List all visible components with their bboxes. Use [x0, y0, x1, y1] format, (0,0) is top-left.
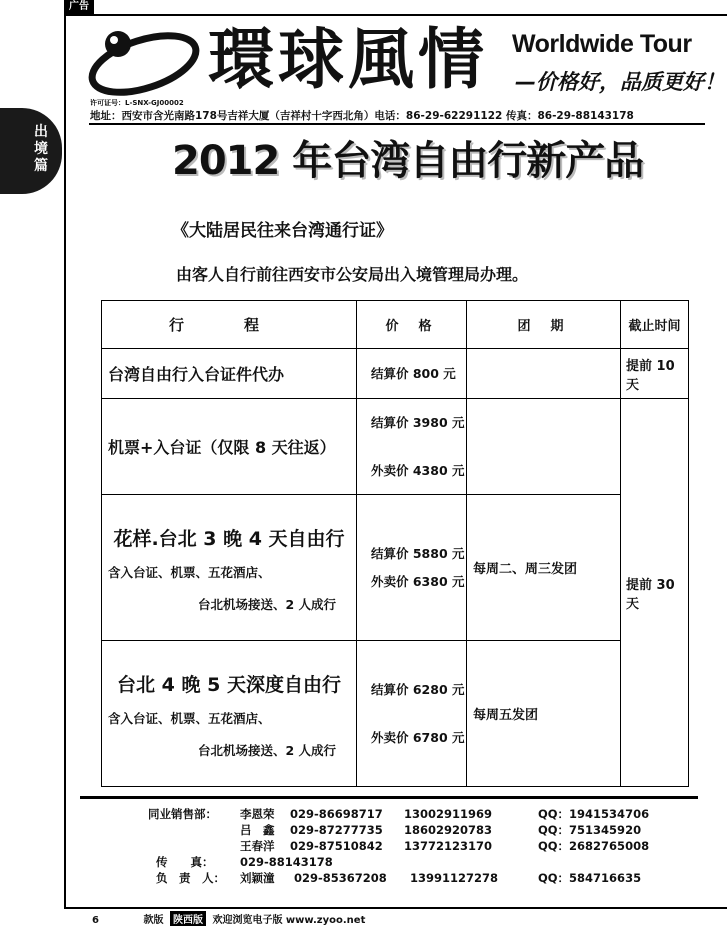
price-cell: [357, 495, 467, 641]
permit-heading: 《大陆居民往来台湾通行证》: [172, 221, 393, 241]
contact-name: 王春洋: [240, 839, 275, 853]
contact-qq: QQ：2682765008: [538, 839, 650, 853]
owner-name: 刘颖潼: [240, 871, 275, 885]
table-row: [102, 349, 689, 399]
route-cell: [102, 495, 357, 641]
section-tab-char: 篇: [34, 158, 48, 174]
contact-tel: 029-87277735: [290, 823, 383, 837]
footer-text: 欢迎浏览电子版 www.zyoo.net: [212, 915, 366, 926]
fax-label: 传 真：: [156, 855, 214, 869]
table-row: [102, 399, 689, 495]
package-title: 花样.台北 3 晚 4 天自由行: [113, 528, 345, 550]
settle-price: 结算价 6280 元: [371, 681, 465, 697]
contact-tel: 029-87510842: [290, 839, 383, 853]
ad-tag: 广告: [64, 0, 94, 14]
sales-label: 同业销售部：: [148, 807, 217, 821]
owner-qq: QQ：584716635: [538, 871, 642, 885]
license-number: 许可证号：L-SNX-GJ00002: [90, 99, 184, 107]
edition-label: 款版: [143, 915, 164, 926]
deadline-cell: 提前 10 天: [621, 349, 689, 399]
fax-number: 029-88143178: [240, 855, 333, 869]
contact-qq: QQ：751345920: [538, 823, 642, 837]
permit-note: 由客人自行前往西安市公安局出入境管理局办理。: [176, 265, 529, 284]
itinerary-table: [101, 300, 689, 787]
section-tab-char: 出: [34, 124, 48, 140]
package-includes: 含入台证、机票、五花酒店、: [108, 565, 271, 580]
contact-mobile: 13772123170: [404, 839, 493, 853]
contact-name: 李恩荣: [240, 807, 275, 821]
price-cell: 结算价 800 元: [357, 349, 467, 399]
retail-price: 外卖价 4380 元: [371, 462, 465, 478]
settle-price: 结算价 5880 元: [371, 545, 465, 561]
table-header-row: [102, 301, 689, 349]
date-cell: [467, 399, 621, 495]
brand-name-en: Worldwide Tour: [512, 30, 692, 58]
settle-price: 结算价 3980 元: [371, 414, 465, 430]
header-divider: [89, 123, 705, 125]
package-includes: 台北机场接送、2 人成行: [198, 743, 337, 758]
retail-price: 外卖价 6780 元: [371, 729, 465, 745]
date-cell: [467, 349, 621, 399]
header-deadline: 截止时间: [621, 301, 689, 349]
date-cell: 每周五发团: [467, 641, 621, 787]
contacts-divider: [80, 796, 698, 799]
package-title: 台北 4 晚 5 天深度自由行: [117, 674, 341, 696]
table-row: [102, 641, 689, 787]
contact-mobile: 13002911969: [404, 807, 493, 821]
date-cell: 每周二、周三发团: [467, 495, 621, 641]
page-title: 2012 年台湾自由行新产品: [172, 138, 644, 184]
owner-tel: 029-85367208: [294, 871, 387, 885]
page-footer: [92, 911, 365, 926]
table-row: [102, 495, 689, 641]
company-address: 地址：西安市含光南路178号吉祥大厦（吉祥村十字西北角）电话：86-29-62291122 传真：86-29-88143178: [90, 110, 634, 122]
owner-mobile: 13991127278: [410, 871, 499, 885]
brand-slogan: —价格好，品质更好！: [515, 70, 725, 94]
brand-name: 環球風情: [208, 21, 488, 98]
retail-price: 外卖价 6380 元: [371, 573, 465, 589]
edition-badge: 陕西版: [170, 911, 206, 926]
contact-mobile: 18602920783: [404, 823, 493, 837]
package-includes: 台北机场接送、2 人成行: [198, 597, 337, 612]
page-number: 6: [92, 915, 99, 926]
contact-name: 吕 鑫: [240, 823, 275, 837]
header-price: 价格: [357, 301, 467, 349]
contact-qq: QQ：1941534706: [538, 807, 650, 821]
price-cell: [357, 641, 467, 787]
header-date: 团期: [467, 301, 621, 349]
route-cell: [102, 641, 357, 787]
section-tab-char: 境: [34, 141, 48, 157]
route-cell: 机票+入台证（仅限 8 天往返）: [102, 399, 357, 495]
route-cell: 台湾自由行入台证件代办: [102, 349, 357, 399]
globe-logo-icon: [86, 24, 204, 100]
deadline-cell: 提前 30 天: [621, 399, 689, 787]
section-tab-label: [30, 124, 52, 175]
package-includes: 含入台证、机票、五花酒店、: [108, 711, 271, 726]
price-cell: [357, 399, 467, 495]
owner-label: 负 责 人：: [156, 871, 225, 885]
header-route: 行程: [102, 301, 357, 349]
contact-tel: 029-86698717: [290, 807, 383, 821]
